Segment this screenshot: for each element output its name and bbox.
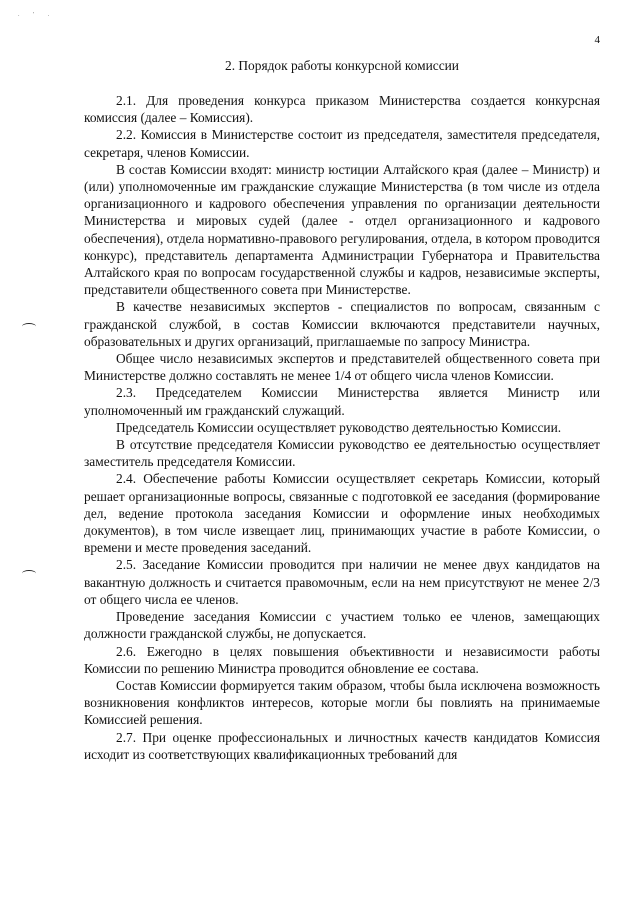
page-number: 4 xyxy=(594,34,600,46)
margin-mark xyxy=(22,570,36,577)
paragraph: 2.2. Комиссия в Министерстве состоит из председателя, заместителя председателя, секретаря, членов Комиссии. xyxy=(84,127,600,160)
paragraph: 2.6. Ежегодно в целях повышения объективности и независимости работы Комиссии по решению Министра проводится обновление ее состава. xyxy=(84,643,600,676)
paragraph: В состав Комиссии входят: министр юстиции Алтайского края (далее – Министр) и (или) уполномоченные им гражданские служащие Министерства (в том числе из отдела организационного и кадрового обеспечения управления по организации деятельности Министерства и мировых судей (далее - отдел организационного и кадрового обеспечения), отдела нормативно-правового регулирования, отдела, в котором проводится конкурс), представитель департамента Администрации Губернатора и Правительства Алтайского края по вопросам государственной службы и кадров, независимые эксперты, представители общественного совета при Министерстве. xyxy=(84,161,600,298)
scan-specks: . ' . xyxy=(18,12,56,18)
paragraph: 2.1. Для проведения конкурса приказом Министерства создается конкурсная комиссия (далее – Комиссия). xyxy=(84,93,600,126)
paragraph: 2.5. Заседание Комиссии проводится при наличии не менее двух кандидатов на вакантную должность и считается правомочным, если на нем присутствуют не менее 2/3 от общего числа ее членов. xyxy=(84,557,600,607)
paragraph: 2.3. Председателем Комиссии Министерства является Министр или уполномоченный им гражданский служащий. xyxy=(84,385,600,418)
paragraph: В отсутствие председателя Комиссии руководство ее деятельностью осуществляет заместитель председателя Комиссии. xyxy=(84,437,600,470)
paragraph: Проведение заседания Комиссии с участием только ее членов, замещающих должности гражданской службы, не допускается. xyxy=(84,609,600,642)
document-body xyxy=(84,92,600,763)
margin-mark xyxy=(22,323,36,330)
paragraph: Председатель Комиссии осуществляет руководство деятельностью Комиссии. xyxy=(116,419,562,435)
paragraph: Состав Комиссии формируется таким образом, чтобы была исключена возможность возникновения конфликтов интересов, которые могли бы повлиять на принимаемые Комиссией решения. xyxy=(84,677,600,728)
paragraph: В качестве независимых экспертов - специалистов по вопросам, связанным с гражданской службой, в состав Комиссии включаются представители научных, образовательных и других организаций, приглашаемые по запросу Министра. xyxy=(84,299,600,349)
paragraph: Общее число независимых экспертов и представителей общественного совета при Министерстве должно составлять не менее 1/4 от общего числа членов Комиссии. xyxy=(84,351,600,384)
section-heading: 2. Порядок работы конкурсной комиссии xyxy=(225,58,459,73)
paragraph: 2.4. Обеспечение работы Комиссии осуществляет секретарь Комиссии, который решает организационные вопросы, связанные с подготовкой ее заседания (формирование дел, ведение протокола заседания Комиссии и оформление иных необходимых документов), в том числе извещает лиц, принимающих участие в работе Комиссии, о времени и месте проведения заседаний. xyxy=(84,471,600,556)
paragraph: 2.7. При оценке профессиональных и личностных качеств кандидатов Комиссия исходит из соответствующих квалификационных требований для xyxy=(84,729,600,762)
